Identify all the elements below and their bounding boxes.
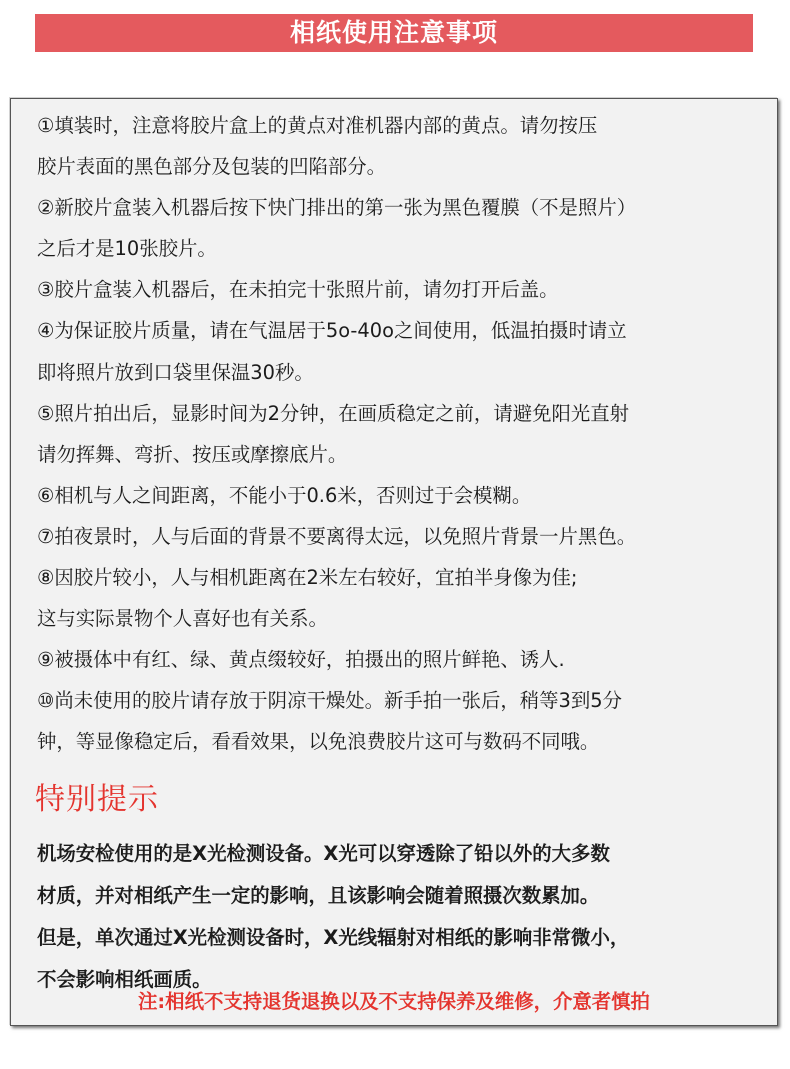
note-item [37, 557, 777, 639]
note-line: ④为保证胶片质量，请在气温居于5o-40o之间使用，低温拍摄时请立 [37, 319, 627, 343]
return-policy-note: 注:相纸不支持退货退换以及不支持保养及维修，介意者慎拍 [138, 990, 650, 1013]
special-notice-line: 但是，单次通过X光检测设备时，X光线辐射对相纸的影响非常微小， [37, 926, 630, 949]
note-line: 之后才是10张胶片。 [37, 237, 217, 261]
note-item [37, 187, 777, 269]
note-item [37, 105, 777, 187]
note-item [37, 516, 777, 557]
note-line: ①填装时，注意将胶片盒上的黄点对准机器内部的黄点。请勿按压 [37, 114, 598, 137]
note-item [37, 475, 777, 516]
note-line: 即将照片放到口袋里保温30秒。 [37, 360, 314, 384]
note-line: 这与实际景物个人喜好也有关系。 [37, 607, 328, 631]
note-item [37, 639, 777, 680]
special-notice-line: 不会影响相纸画质。 [37, 968, 212, 991]
note-line: ⑥相机与人之间距离，不能小于0.6米，否则过于会模糊。 [37, 483, 532, 507]
note-line: ⑦拍夜景时，人与后面的背景不要离得太远，以免照片背景一片黑色。 [37, 524, 637, 548]
note-line: ⑧因胶片较小，人与相机距离在2米左右较好，宜拍半身像为佳; [37, 566, 578, 590]
usage-notes-list [37, 105, 777, 763]
note-line: ⑩尚未使用的胶片请存放于阴凉干燥处。新手拍一张后，稍等3到5分 [37, 689, 622, 713]
notice-panel [10, 98, 778, 1026]
note-item [37, 393, 777, 475]
note-line: 胶片表面的黑色部分及包装的凹陷部分。 [37, 155, 387, 179]
note-line: ⑤照片拍出后，显影时间为2分钟，在画质稳定之前，请避免阳光直射 [37, 401, 630, 425]
note-item [37, 269, 777, 310]
note-line: 钟，等显像稳定后，看看效果，以免浪费胶片这可与数码不同哦。 [37, 730, 600, 754]
special-notice-heading: 特别提示 [35, 782, 159, 817]
note-item [37, 680, 777, 762]
page-title: 相纸使用注意事项 [35, 14, 753, 52]
note-line: 请勿挥舞、弯折、按压或摩擦底片。 [37, 442, 348, 466]
note-line: ②新胶片盒装入机器后按下快门排出的第一张为黑色覆膜（不是照片） [37, 196, 637, 220]
note-line: ⑨被摄体中有红、绿、黄点缀较好，拍摄出的照片鲜艳、诱人. [37, 648, 565, 672]
special-notice-text [37, 833, 767, 1001]
special-notice-line: 机场安检使用的是X光检测设备。X光可以穿透除了铅以外的大多数 [37, 842, 610, 865]
note-item [37, 310, 777, 392]
special-notice-line: 材质，并对相纸产生一定的影响，且该影响会随着照摄次数累加。 [37, 884, 600, 907]
note-line: ③胶片盒装入机器后，在未拍完十张照片前，请勿打开后盖。 [37, 278, 559, 302]
